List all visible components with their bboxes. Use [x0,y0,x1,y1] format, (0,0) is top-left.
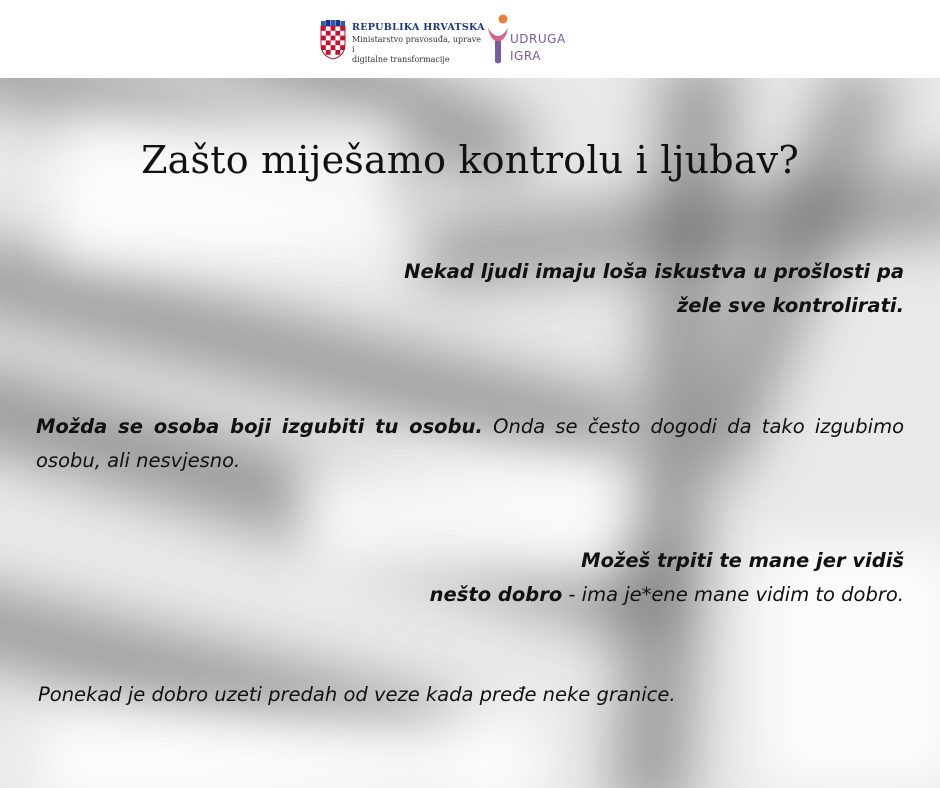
gov-logo-text [352,22,485,65]
paragraph-fear-of-losing [36,410,904,478]
paragraph-1-line-2: žele sve kontrolirati. [676,294,904,317]
paragraph-tolerating-flaws [264,544,904,612]
org-logo-line1: UDRUGA [510,32,566,46]
croatian-coat-of-arms-icon [318,20,348,60]
udruga-igra-figure-icon [486,14,512,66]
slide-title: Zašto miješamo kontrolu i ljubav? [141,138,799,182]
gov-logo-subtitle-line2: digitalne transformacije [352,55,450,64]
paragraph-take-a-break: Ponekad je dobro uzeti predah od veze kada pređe neke granice. [38,683,676,706]
gov-logo-subtitle-line1: Ministarstvo pravosuđa, uprave i [352,35,481,54]
paragraph-3-line-1: Možeš trpiti te mane jer vidiš [581,549,904,572]
org-logo [486,14,586,68]
gov-logo-title: REPUBLIKA HRVATSKA [352,22,485,33]
paragraph-past-experiences [304,255,904,323]
gov-logo [318,20,485,64]
header [0,0,940,78]
paragraph-3-line-2-regular: - ima je*ene mane vidim to dobro. [562,583,904,606]
paragraph-2-regular: Onda se često dogodi da tako izgubimo osobu, ali nesvjesno. [36,415,904,472]
org-logo-line2: IGRA [510,49,541,63]
paragraph-2-bold: Možda se osoba boji izgubiti tu osobu. [36,415,483,438]
paragraph-1-line-1: Nekad ljudi imaju loša iskustva u prošlosti pa [404,260,904,283]
paragraph-3-line-2-bold: nešto dobro [429,583,563,606]
